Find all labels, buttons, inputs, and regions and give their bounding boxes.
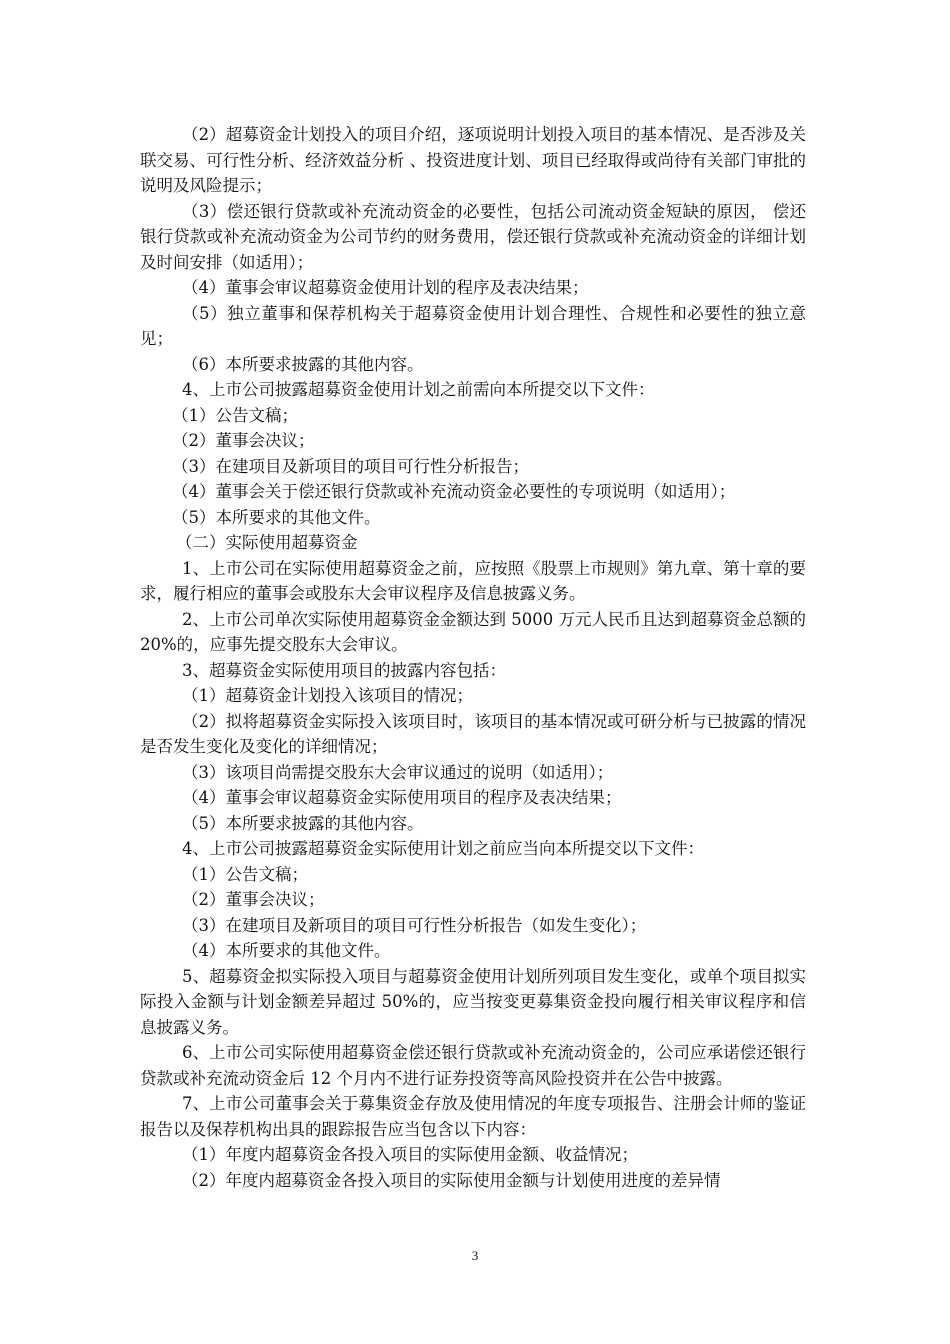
paragraph: （4）本所要求的其他文件。 [182, 941, 391, 960]
paragraph: （4）董事会关于偿还银行贷款或补充流动资金必要性的专项说明（如适用）； [172, 482, 736, 501]
paragraph: （3）在建项目及新项目的项目可行性分析报告； [172, 456, 529, 476]
paragraph: （3）该项目尚需提交股东大会审议通过的说明（如适用）； [182, 762, 614, 782]
paragraph: 7、上市公司董事会关于募集资金存放及使用情况的年度专项报告、注册会计师的鉴证报告以及保荐机构出具的跟踪报告应当包含以下内容： [140, 1094, 806, 1139]
paragraph: （6）本所要求披露的其他内容。 [182, 354, 424, 374]
section-heading: （二）实际使用超募资金 [176, 533, 358, 552]
paragraph: （2）超募资金计划投入的项目介绍，逐项说明计划投入项目的基本情况、是否涉及关联交易、可行性分析、经济效益分析 、投资进度计划、项目已经取得或尚待有关部门审批的说明及风险提示； [140, 125, 806, 195]
paragraph: 4、上市公司披露超募资金使用计划之前需向本所提交以下文件： [182, 380, 655, 399]
paragraph: 5、超募资金拟实际投入项目与超募资金使用计划所列项目发生变化，或单个项目拟实际投入金额与计划金额差异超过 50%的，应当按变更募集资金投向履行相关审议程序和信息披露义务。 [140, 966, 806, 1037]
paragraph: （2）年度内超募资金各投入项目的实际使用金额与计划使用进度的差异情 [182, 1170, 721, 1190]
paragraph: （1）公告文稿； [182, 864, 308, 884]
paragraph: （2）董事会决议； [172, 431, 315, 450]
paragraph: （2）拟将超募资金实际投入该项目时，该项目的基本情况或可研分析与已披露的情况是否发生变化及变化的详细情况； [140, 711, 806, 756]
paragraph: （3）在建项目及新项目的项目可行性分析报告（如发生变化）； [182, 915, 647, 935]
paragraph: （5）独立董事和保荐机构关于超募资金使用计划合理性、合规性和必要性的独立意见； [140, 303, 806, 348]
document-body [140, 122, 806, 1193]
paragraph: （4）董事会审议超募资金使用计划的程序及表决结果； [182, 278, 589, 297]
paragraph: （4）董事会审议超募资金实际使用项目的程序及表决结果； [182, 788, 622, 807]
paragraph: 3、超募资金实际使用项目的披露内容包括： [182, 660, 506, 680]
paragraph: （3）偿还银行贷款或补充流动资金的必要性，包括公司流动资金短缺的原因， 偿还银行贷款或补充流动资金为公司节约的财务费用，偿还银行贷款或补充流动资金的详细计划及时间安排（如适用）； [140, 201, 806, 272]
paragraph: 1、上市公司在实际使用超募资金之前，应按照《股票上市规则》第九章、第十章的要求，履行相应的董事会或股东大会审议程序及信息披露义务。 [140, 558, 806, 603]
page-number: 3 [471, 1248, 479, 1263]
paragraph: 2、上市公司单次实际使用超募资金金额达到 5000 万元人民币且达到超募资金总额的 20%的，应事先提交股东大会审议。 [140, 609, 806, 654]
paragraph: 6、上市公司实际使用超募资金偿还银行贷款或补充流动资金的，公司应承诺偿还银行贷款或补充流动资金后 12 个月内不进行证券投资等高风险投资并在公告中披露。 [140, 1043, 806, 1088]
paragraph: （2）董事会决议； [182, 890, 325, 909]
paragraph: （5）本所要求披露的其他内容。 [182, 813, 424, 833]
paragraph: （1）超募资金计划投入该项目的情况； [182, 686, 473, 705]
paragraph: 4、上市公司披露超募资金实际使用计划之前应当向本所提交以下文件： [182, 839, 704, 858]
paragraph: （5）本所要求的其他文件。 [172, 507, 381, 527]
paragraph: （1）公告文稿； [172, 405, 298, 425]
paragraph: （1）年度内超募资金各投入项目的实际使用金额、收益情况； [182, 1145, 638, 1164]
